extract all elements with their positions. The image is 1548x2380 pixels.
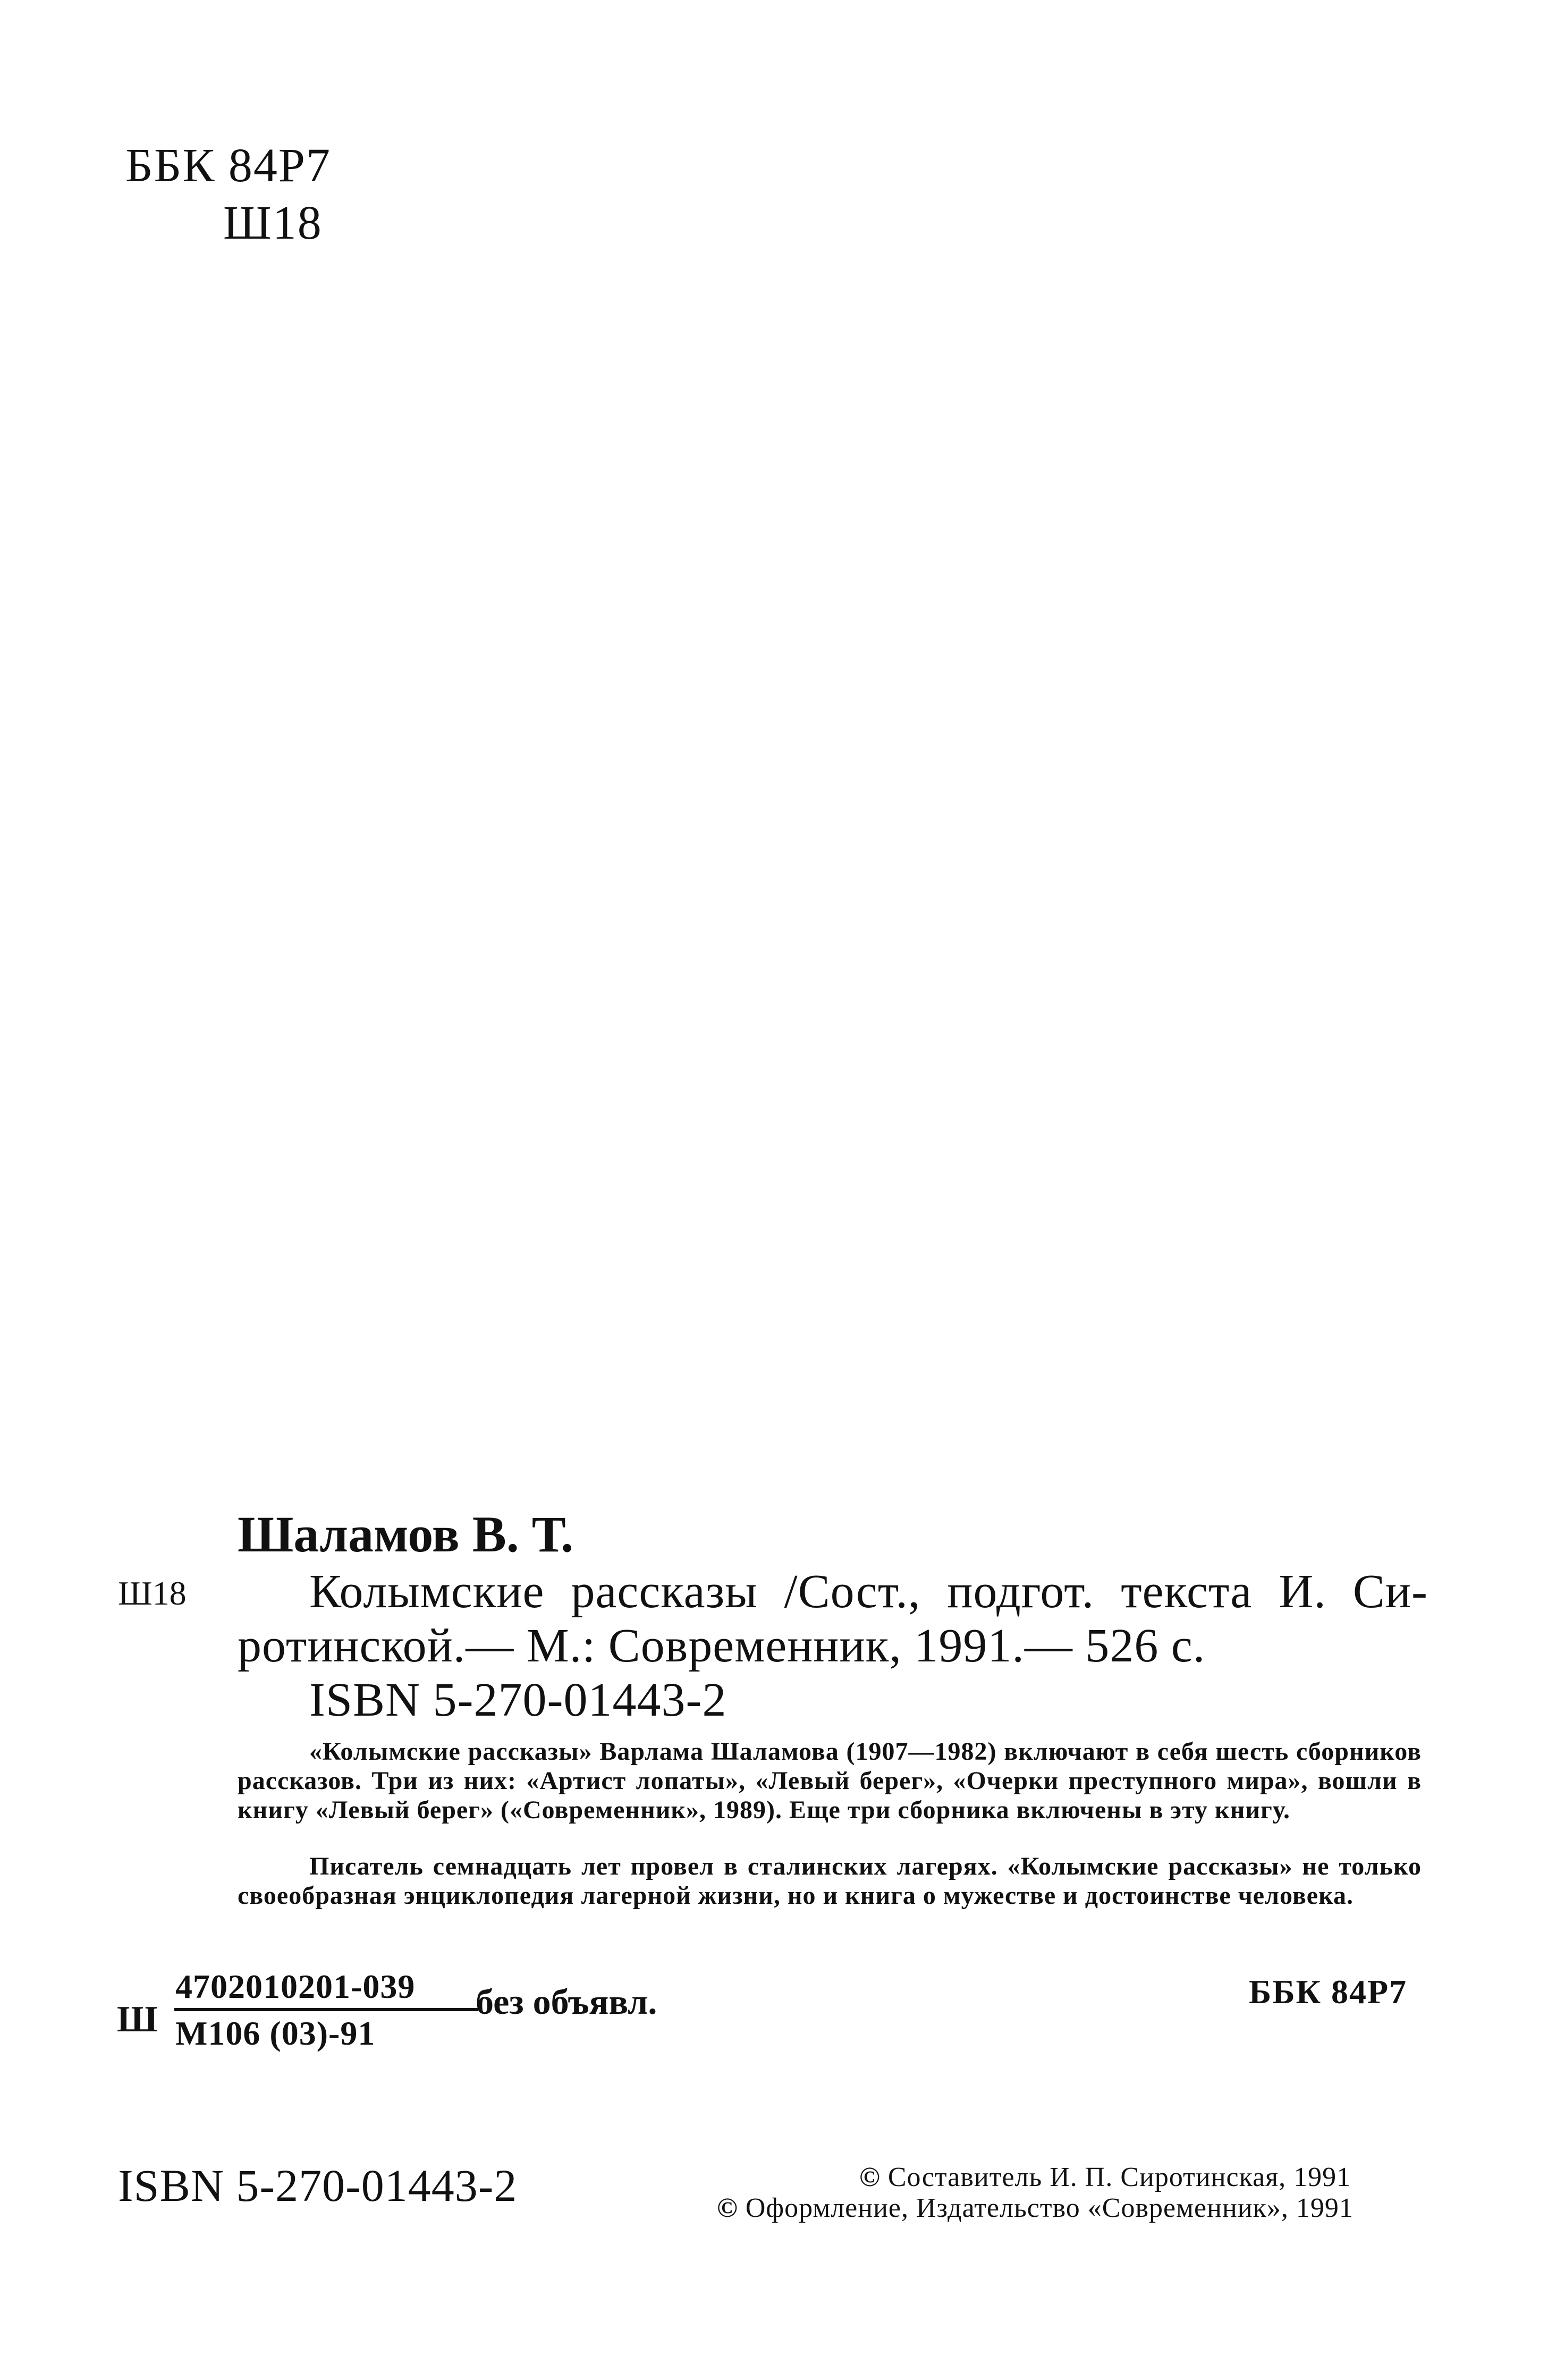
copyright-icon: © xyxy=(717,2193,738,2223)
bibliographic-entry xyxy=(238,1565,1428,1673)
entry-title-line-1: Колымские рассказы /Сост., подгот. текста И. Си- xyxy=(309,1565,1428,1618)
fraction-line xyxy=(174,2008,478,2011)
entry-title-line-2: ротинской.— М.: Современник, 1991.— 526 с. xyxy=(238,1619,1206,1672)
bbk-classification-top: ББК 84Р7 xyxy=(125,139,331,192)
entry-isbn: ISBN 5-270-01443-2 xyxy=(309,1674,727,1726)
bbk-classification-right: ББК 84Р7 xyxy=(1249,1973,1408,2011)
copyright-compiler xyxy=(859,2161,1351,2194)
copyright-design-text: Оформление, Издательство «Современник», 1991 xyxy=(745,2193,1354,2223)
publisher-code-numerator: 4702010201-039 xyxy=(175,1968,416,2005)
isbn-bottom: ISBN 5-270-01443-2 xyxy=(118,2160,518,2211)
copyright-design xyxy=(717,2192,1354,2225)
copyright-compiler-text: Составитель И. П. Сиротинская, 1991 xyxy=(887,2162,1351,2192)
copyright-icon: © xyxy=(859,2162,881,2192)
publisher-code-letter: Ш xyxy=(117,1999,158,2040)
annotation-paragraph-1: «Колымские рассказы» Варлама Шаламова (1907—1982) включают в себя шесть сборников рассказов. Три из них: «Артист лопаты», «Левый берег», «Очерки преступного мира», вошли в книгу «Левый берег» («Современник», 1989). Еще три сборника включены в эту книгу. xyxy=(238,1737,1422,1824)
author-code-side: Ш18 xyxy=(118,1574,187,1612)
author-code-top: Ш18 xyxy=(223,197,323,249)
annotation-paragraph-2: Писатель семнадцать лет провел в сталинских лагерях. «Колымские рассказы» не только своеобразная энциклопедия лагерной жизни, но и книга о мужестве и достоинстве человека. xyxy=(238,1852,1422,1910)
author-heading: Шаламов В. Т. xyxy=(238,1506,574,1563)
no-announcement-note: без объявл. xyxy=(476,1981,657,2022)
publisher-code-denominator: М106 (03)-91 xyxy=(175,2014,376,2052)
